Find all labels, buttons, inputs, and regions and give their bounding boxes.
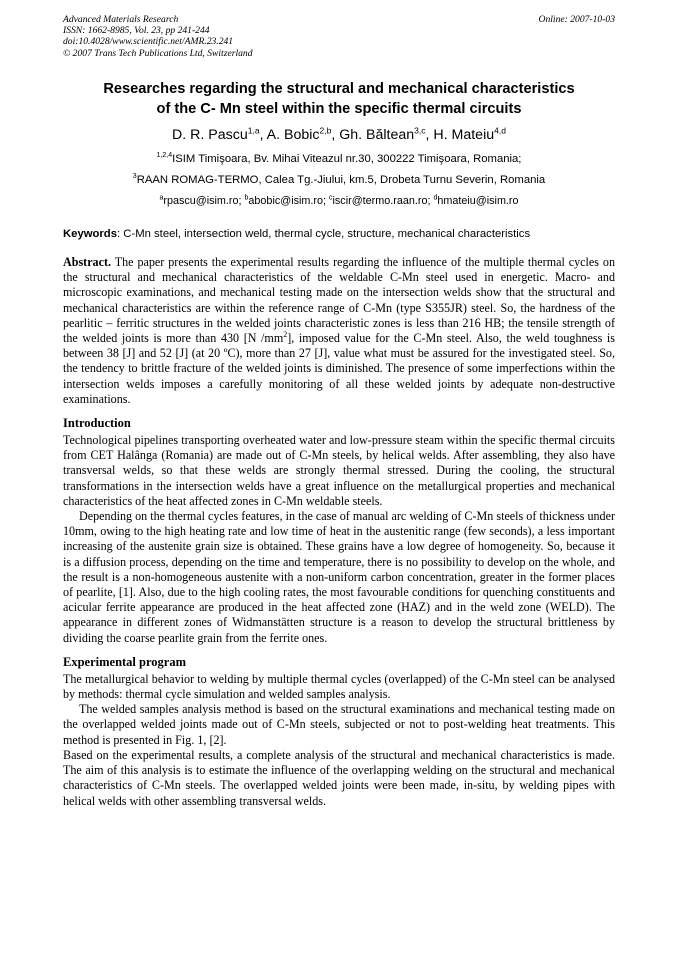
author-sup: 1,a (247, 125, 260, 136)
title-line-1: Researches regarding the structural and mechanical characteristics (103, 81, 575, 97)
author-name: Gh. Băltean (339, 127, 415, 143)
introduction-heading: Introduction (63, 416, 131, 431)
abstract-sup: 2 (283, 329, 288, 339)
abstract-paragraph (63, 255, 615, 407)
email-text: iscir@termo.raan.ro; (332, 195, 434, 207)
email-text: rpascu@isim.ro; (163, 195, 245, 207)
experimental-paragraph-3: Based on the experimental results, a complete analysis of the structural and mechanical characteristics is made. The aim of this analysis is to estimate the influence of the overlapping welding on the structural and mechanical characteristics of C-Mn steels. The overlapped welded joints were been made, in-situ, by welding pipes with helical welds with other assembling transversal welds. (63, 747, 615, 808)
affiliation-text: ISIM Timişoara, Bv. Mihai Viteazul nr.30, 300222 Timişoara, Romania; (172, 153, 522, 165)
abstract-label: Abstract. (63, 255, 112, 269)
email-sup: c (329, 194, 333, 202)
experimental-paragraph-1: The metallurgical behavior to welding by multiple thermal cycles (overlapped) of the C-Mn steel can be analysed by methods: thermal cycle simulation and welded samples analysis. (63, 671, 615, 702)
keywords-label: Keywords (63, 228, 117, 240)
email-sup: b (244, 194, 249, 202)
email-sup: d (433, 194, 438, 202)
experimental-paragraph-2: The welded samples analysis method is based on the structural examinations and mechanical testing made on the overlapped welded joints made out of C-Mn steels, subjected or not to post-welding heat treatments. This method is presented in Fig. 1, [2]. (63, 702, 615, 747)
abstract-text-2: ], imposed value for the C-Mn steel. Also, the weld toughness is between 38 [J] and 52 [J] (at 20 ºC), more than 27 [J], value what must be assured for the investigated steel. So, the tendency to brittle fracture of the welded joints is diminished. The presence of some imperfections within the intersection welds imposes a carefully monitoring of all these welded joints by adequate non-destructive examinations. (63, 331, 615, 406)
keywords-line (63, 227, 615, 242)
introduction-paragraph-2: Depending on the thermal cycles features, in the case of manual arc welding of C-Mn steels of thickness under 10mm, owing to the high heating rate and low time of heat in the austenitic range (few seconds), a less important increasing of the austenite grain size is obtained. These grains have a low degree of homogeneity. So, because it is a diffusion process, depending on the time and temperature, there is no possibility to develop on the whole, and the result is a non-homogeneous austenite with a non-uniform carbon concentration, greater in the former places of pearlite, [1]. Also, due to the high cooling rates, the most favourable conditions for quenching constituents and acicular ferrite appearance are produced in the heat affected zone (HAZ) and in the weld zone (WELD). The appearance in different zones of Widmanstätten structure is a reason to develop the structural brittleness by dividing the coarse pearlite grain from the ferrite ones. (63, 509, 615, 645)
copyright-line: © 2007 Trans Tech Publications Ltd, Switzerland (63, 47, 253, 59)
paper-title (63, 79, 615, 119)
abstract-text-1: The paper presents the experimental results regarding the influence of the multiple thermal cycles on the structural and mechanical characteristics of the weldable C-Mn steel used in energetic. Macro- and microscopic examinations, and mechanical testing made on the intersection welds show that the structural and mechanical characteristics are within the reference range of C-Mn (type S355JR) steel. So, the hardness of the pearlitic – ferritic structures in the welded joints characteristic zones is less than 216 HB; the tensile strength of the welded joints is more than 430 [N /mm (63, 255, 615, 346)
author-name: D. R. Pascu (172, 127, 248, 143)
affiliation-2 (63, 173, 615, 188)
online-date: Online: 2007-10-03 (538, 14, 615, 25)
affiliation-sup: 1,2,4 (156, 152, 173, 160)
email-text: abobic@isim.ro; (248, 195, 329, 207)
doi-line: doi:10.4028/www.scientific.net/AMR.23.241 (63, 36, 234, 48)
introduction-paragraph-1: Technological pipelines transporting overheated water and low-pressure steam within the specific thermal circuits from CET Halânga (Romania) are made out of C-Mn steels, by helical welds. After assembling, they also have transversal welds, so that these welds are strongly thermal stressed. During the cooling, the structural transformations in the intersection welds have a great influence on the metallurgical properties and mechanical characteristics of the heat affected zones in C-Mn weldable steels. (63, 433, 615, 508)
email-sup: a (159, 194, 164, 202)
email-list (63, 194, 615, 208)
running-header (63, 14, 615, 62)
author-name: A. Bobic (266, 127, 320, 143)
experimental-heading: Experimental program (63, 654, 187, 669)
journal-name: Advanced Materials Research (63, 14, 179, 25)
author-name: H. Mateiu (433, 127, 495, 143)
paper-page (63, 14, 615, 809)
affiliation-1 (63, 152, 615, 167)
author-sup: 3,c (414, 125, 426, 136)
author-sup: 4,d (494, 125, 506, 136)
journal-info (63, 14, 253, 59)
affiliation-sup: 3 (132, 173, 137, 181)
keywords-text: : C-Mn steel, intersection weld, thermal cycle, structure, mechanical characteristics (117, 228, 531, 240)
author-list: D. R. Pascu$^{1,a}$, A. Bobic$^{2,b}$, Gh. Băltean$^{3,c}$, H. Mateiu$^{4,d}$ (172, 125, 506, 143)
affiliation-text: RAAN ROMAG-TERMO, Calea Tg.-Jiului, km.5, Drobeta Turnu Severin, Romania (136, 174, 546, 186)
title-line-2: of the C- Mn steel within the specific thermal circuits (156, 101, 522, 117)
issn-line: ISSN: 1662-8985, Vol. 23, pp 241-244 (63, 25, 210, 37)
email-text: hmateiu@isim.ro (437, 195, 519, 207)
author-sup: 2,b (319, 125, 332, 136)
